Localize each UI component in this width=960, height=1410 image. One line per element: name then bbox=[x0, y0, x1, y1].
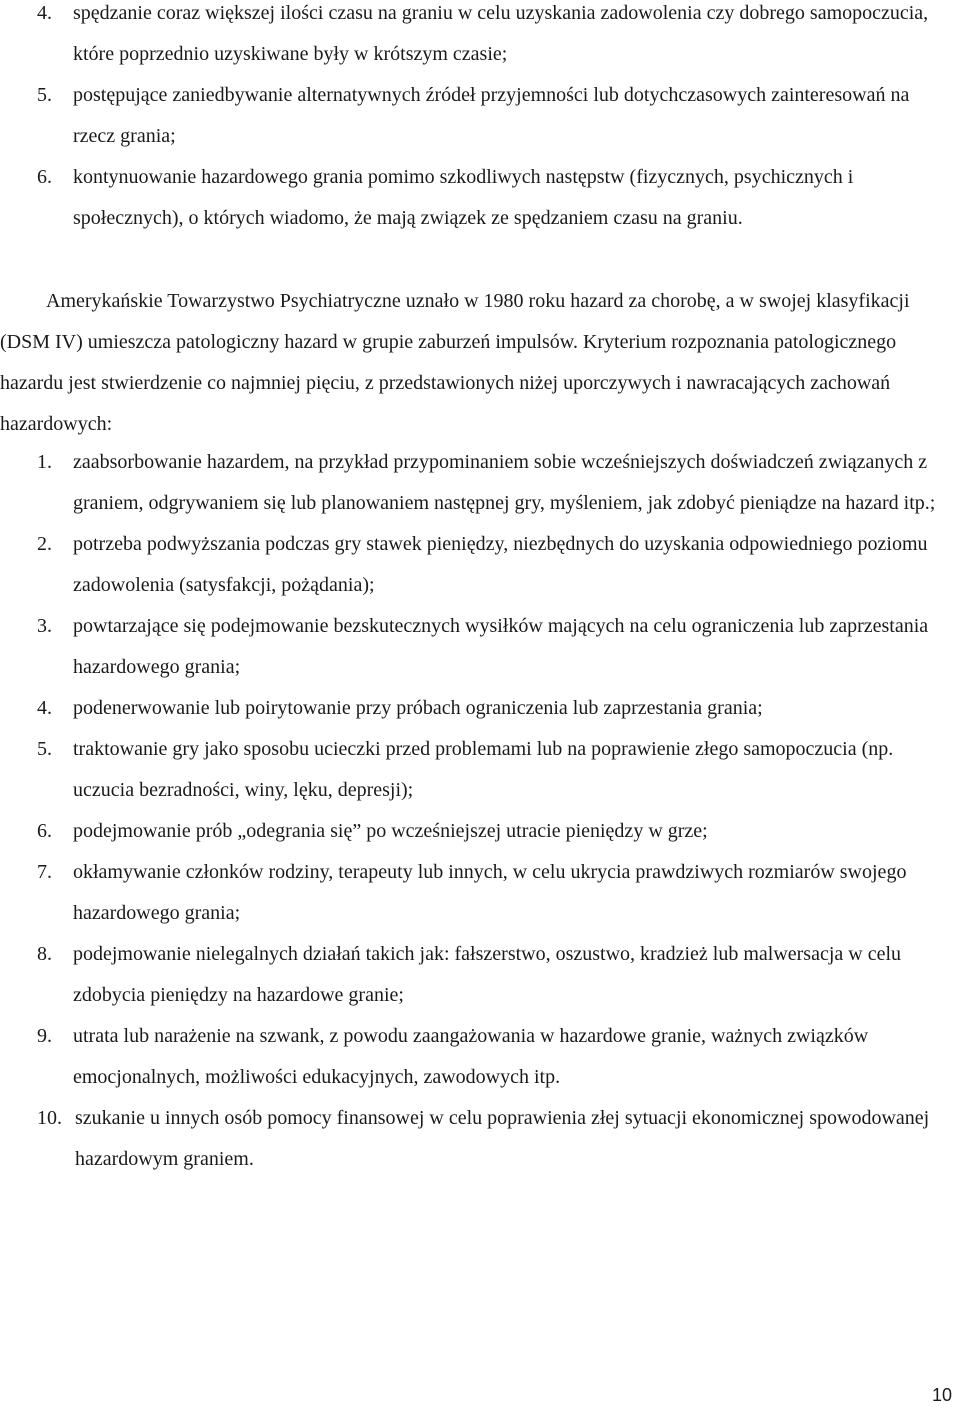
list-item-number: 3. bbox=[37, 615, 52, 637]
list-item-number: 7. bbox=[37, 861, 52, 883]
list-item-number: 9. bbox=[37, 1025, 52, 1047]
list-item-number: 1. bbox=[37, 451, 52, 473]
list-item bbox=[0, 811, 960, 852]
list-item-text: okłamywanie członków rodziny, terapeuty lub innych, w celu ukrycia prawdziwych rozmiarów swojego hazardowego grania; bbox=[73, 861, 907, 924]
list-item-number: 4. bbox=[37, 2, 52, 24]
list-item-number: 8. bbox=[37, 943, 52, 965]
list-item bbox=[0, 0, 960, 75]
list-item-text: traktowanie gry jako sposobu ucieczki przed problemami lub na poprawienie złego samopoczucia (np. uczucia bezradności, winy, lęku, depresji); bbox=[73, 738, 894, 801]
list-item bbox=[0, 606, 960, 688]
list-item bbox=[0, 1098, 960, 1180]
list-item-text: postępujące zaniedbywanie alternatywnych źródeł przyjemności lub dotychczasowych zainteresowań na rzecz grania; bbox=[73, 84, 910, 147]
paragraph-text-part1: Amerykańskie Towarzystwo Psychiatryczne uznało w 1980 roku hazard za chorobę, a w swojej klasyfikacji (DSM IV) umieszcza patologiczny hazard w grupie zaburzeń impulsów. bbox=[0, 290, 910, 353]
list-item bbox=[0, 1016, 960, 1098]
list-item-text: potrzeba podwyższania podczas gry stawek pieniędzy, niezbędnych do uzyskania odpowiedniego poziomu zadowolenia (satysfakcji, pożądania); bbox=[73, 533, 928, 596]
list-item-number: 2. bbox=[37, 533, 52, 555]
list-item bbox=[0, 852, 960, 934]
list-item-text: utrata lub narażenie na szwank, z powodu zaangażowania w hazardowe granie, ważnych związków emocjonalnych, możliwości edukacyjnych, zawodowych itp. bbox=[73, 1025, 869, 1088]
list-item-text: podenerwowanie lub poirytowanie przy próbach ograniczenia lub zaprzestania grania; bbox=[73, 697, 763, 719]
page-number: 10 bbox=[931, 1385, 952, 1405]
paragraph-text-part2: Kryterium rozpoznania patologicznego hazardu jest stwierdzenie co najmniej pięciu, z przedstawionych niżej uporczywych i nawracających zachowań hazardowych: bbox=[0, 331, 897, 435]
list-item-number: 5. bbox=[37, 84, 52, 106]
list-item-number: 5. bbox=[37, 738, 52, 760]
list-item-text: podejmowanie prób „odegrania się” po wcześniejszej utracie pieniędzy w grze; bbox=[73, 820, 708, 842]
list-item-number: 10. bbox=[37, 1107, 62, 1129]
list-item bbox=[0, 688, 960, 729]
list-item-text: spędzanie coraz większej ilości czasu na graniu w celu uzyskania zadowolenia czy dobrego samopoczucia, które poprzednio uzyskiwane były w krótszym czasie; bbox=[73, 2, 929, 65]
list-item bbox=[0, 934, 960, 1016]
list-item-text: szukanie u innych osób pomocy finansowej w celu poprawienia złej sytuacji ekonomicznej spowodowanej hazardowym graniem. bbox=[75, 1107, 930, 1170]
list-item-number: 4. bbox=[37, 697, 52, 719]
list-item-text: kontynuowanie hazardowego grania pomimo szkodliwych następstw (fizycznych, psychicznych i społecznych), o których wiadomo, że mają związek ze spędzaniem czasu na graniu. bbox=[73, 166, 854, 229]
list-item bbox=[0, 442, 960, 524]
list-item-text: powtarzające się podejmowanie bezskutecznych wysiłków mających na celu ograniczenia lub zaprzestania hazardowego grania; bbox=[73, 615, 929, 678]
list-item-number: 6. bbox=[37, 820, 52, 842]
list-item bbox=[0, 729, 960, 811]
list-item-number: 6. bbox=[37, 166, 52, 188]
list-item bbox=[0, 157, 960, 239]
list-item-text: podejmowanie nielegalnych działań takich jak: fałszerstwo, oszustwo, kradzież lub malwersacja w celu zdobycia pieniędzy na hazardowe granie; bbox=[73, 943, 902, 1006]
list-item bbox=[0, 75, 960, 157]
criteria-list bbox=[0, 442, 960, 1180]
symptom-list-continued bbox=[0, 0, 960, 239]
body-paragraph bbox=[0, 281, 955, 445]
list-item-text: zaabsorbowanie hazardem, na przykład przypominaniem sobie wcześniejszych doświadczeń związanych z graniem, odgrywaniem się lub planowaniem następnej gry, myśleniem, jak zdobyć pieniądze na hazard itp.; bbox=[73, 451, 936, 514]
list-item bbox=[0, 524, 960, 606]
